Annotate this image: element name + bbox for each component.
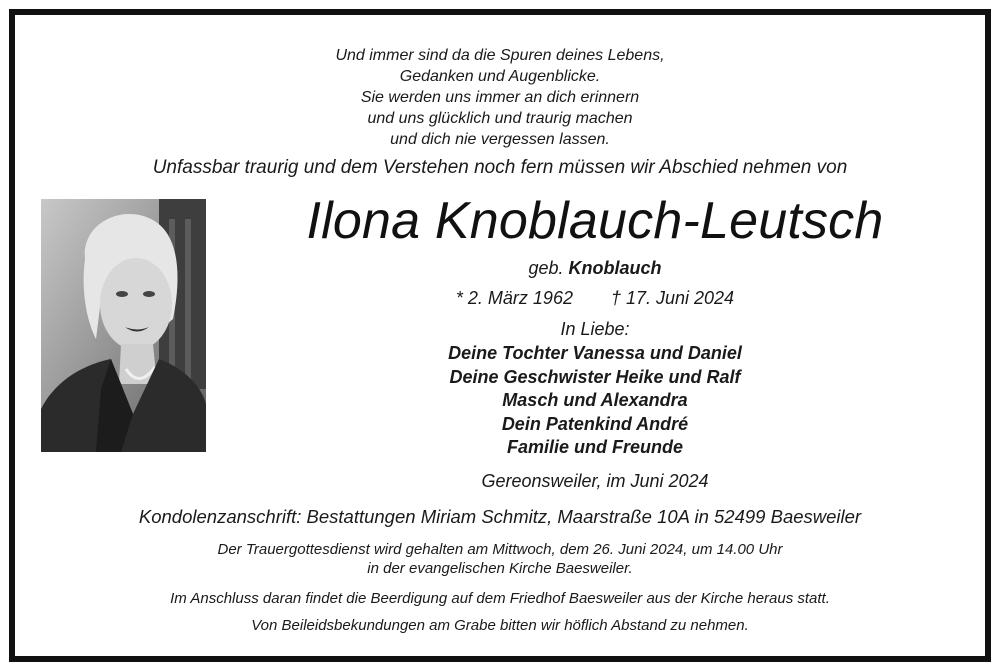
poem [15, 45, 985, 150]
intro-text: Unfassbar traurig und dem Verstehen noch fern müssen wir Abschied nehmen von [152, 157, 848, 178]
birth-prefix: geb. [528, 258, 564, 278]
mourner-line: Masch und Alexandra [502, 390, 688, 410]
poem-line: Gedanken und Augenblicke. [399, 68, 601, 85]
poem-line: Sie werden uns immer an dich erinnern [360, 89, 640, 106]
mourners-list [245, 342, 945, 460]
condolence-address: Kondolenzanschrift: Bestattungen Miriam Schmitz, Maarstraße 10A in 52499 Baesweiler [138, 506, 862, 527]
obituary-frame [9, 9, 991, 662]
birth-surname: Knoblauch [568, 258, 662, 278]
poem-line: Und immer sind da die Spuren deines Lebens, [335, 47, 665, 64]
birth-name [245, 258, 945, 279]
burial-info: Im Anschluss daran findet die Beerdigung auf dem Friedhof Baesweiler aus der Kirche heraus statt. [170, 590, 830, 607]
condolence-request: Von Beileidsbekundungen am Grabe bitten wir höflich Abstand zu nehmen. [251, 617, 749, 634]
service-line: Der Trauergottesdienst wird gehalten am Mittwoch, dem 26. Juni 2024, um 14.00 Uhr [217, 541, 783, 558]
death-date: † 17. Juni 2024 [610, 288, 735, 308]
poem-line: und dich nie vergessen lassen. [390, 131, 610, 148]
mourner-line: Dein Patenkind André [501, 413, 689, 434]
deceased-name: Ilona Knoblauch-Leutsch [306, 192, 884, 250]
life-dates [245, 288, 945, 309]
poem-line: und uns glücklich und traurig machen [367, 110, 633, 127]
in-love-heading: In Liebe: [560, 319, 630, 339]
portrait-photo [41, 199, 206, 452]
service-info [15, 540, 985, 578]
place-date: Gereonsweiler, im Juni 2024 [481, 471, 709, 491]
mourner-line: Familie und Freunde [506, 437, 684, 457]
mourner-line: Deine Geschwister Heike und Ralf [449, 366, 741, 387]
mourner-line: Deine Tochter Vanessa und Daniel [448, 343, 742, 363]
service-line: in der evangelischen Kirche Baesweiler. [367, 560, 633, 577]
birth-date: * 2. März 1962 [455, 288, 573, 308]
